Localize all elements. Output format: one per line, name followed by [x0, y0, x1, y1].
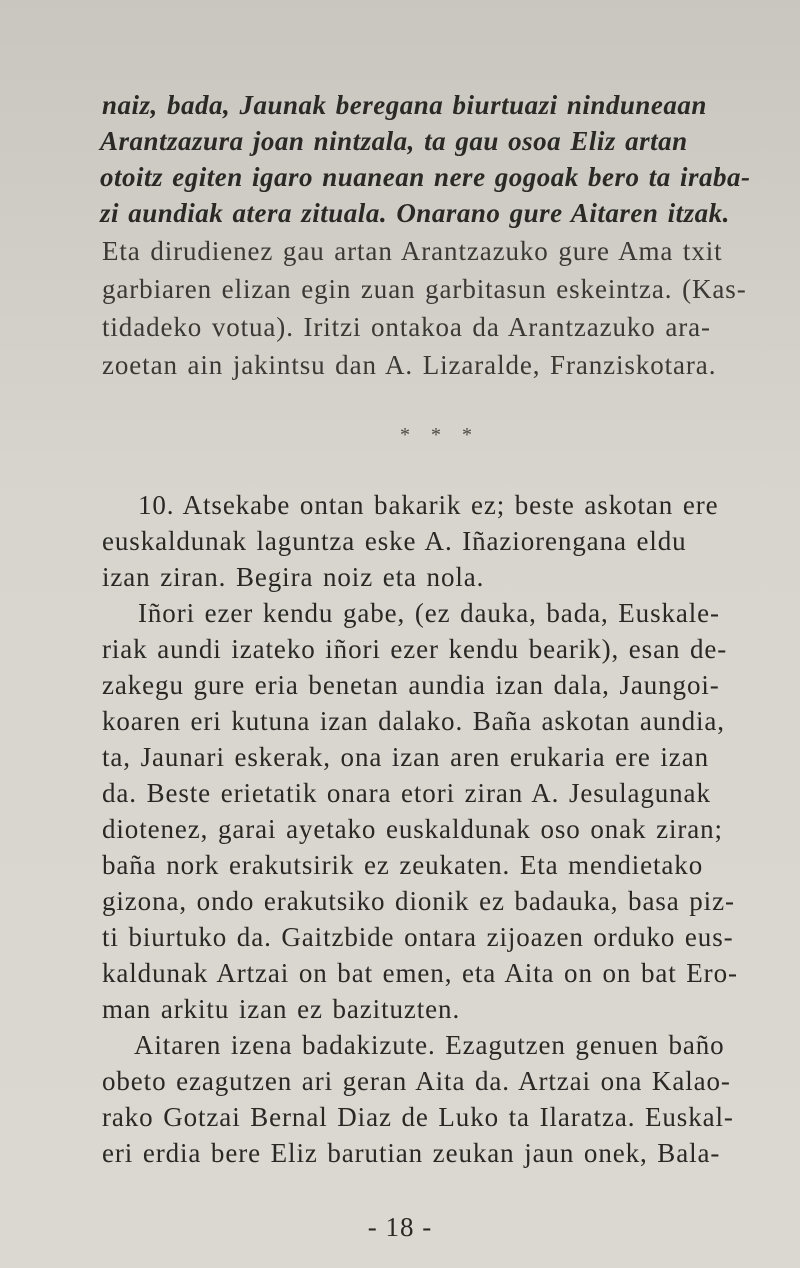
text-line: Aitaren izena badakizute. Ezagutzen genuen baño [134, 1030, 725, 1060]
text-line: zoetan ain jakintsu dan A. Lizaralde, Franziskotara. [102, 350, 717, 380]
text-line: zakegu gure eria benetan aundia izan dala, Jaungoi- [102, 670, 720, 700]
text-line: izan ziran. Begira noiz eta nola. [102, 562, 485, 592]
text-line: tidadeko votua). Iritzi ontakoa da Arantzazuko ara- [102, 312, 711, 342]
section-divider: * * * [400, 424, 480, 446]
text-line: diotenez, garai ayetako euskaldunak oso onak ziran; [102, 814, 723, 844]
text-line: garbiaren elizan egin zuan garbitasun eskeintza. (Kas- [102, 274, 747, 304]
text-line: gizona, ondo erakutsiko dionik ez badauka, basa piz- [102, 886, 735, 916]
text-line: kaldunak Artzai on bat emen, eta Aita on on bat Ero- [102, 958, 738, 988]
text-line: rako Gotzai Bernal Diaz de Luko ta Ilaratza. Euskal- [102, 1102, 734, 1132]
page-number: - 18 - [367, 1212, 433, 1242]
text-line: Eta dirudienez gau artan Arantzazuko gure Ama txit [102, 236, 723, 266]
text-line: otoitz egiten igaro nuanean nere gogoak bero ta iraba- [100, 162, 751, 192]
text-line: 10. Atsekabe ontan bakarik ez; beste askotan ere [138, 490, 719, 520]
text-line: ta, Jaunari eskerak, ona izan aren erukaria ere izan [102, 742, 709, 772]
text-line-italic-part: zi aundiak atera zituala. Onarano gure Aitaren itzak. [100, 198, 730, 228]
text-line: euskaldunak laguntza eske A. Iñaziorengana eldu [102, 526, 687, 556]
text-line: eri erdia bere Eliz barutian zeukan jaun onek, Bala- [102, 1138, 721, 1168]
text-line: obeto ezagutzen ari geran Aita da. Artzai ona Kalao- [102, 1066, 731, 1096]
text-line: naiz, bada, Jaunak beregana biurtuazi ninduneaan [102, 90, 707, 120]
text-line: ti biurtuko da. Gaitzbide ontara zijoazen orduko eus- [102, 922, 734, 952]
text-line: koaren eri kutuna izan dalako. Baña askotan aundia, [102, 706, 725, 736]
text-line: man arkitu izan ez bazituzten. [102, 994, 461, 1024]
text-line: Arantzazura joan nintzala, ta gau osoa Eliz artan [100, 126, 688, 156]
text-line: Iñori ezer kendu gabe, (ez dauka, bada, Euskale- [138, 598, 720, 628]
text-line: baña nork erakutsirik ez zeukaten. Eta mendietako [102, 850, 704, 880]
text-line [100, 196, 790, 230]
text-line: riak aundi izateko iñori ezer kendu bearik), esan de- [102, 634, 728, 664]
text-line: da. Beste erietatik onara etori ziran A. Jesulagunak [102, 778, 711, 808]
